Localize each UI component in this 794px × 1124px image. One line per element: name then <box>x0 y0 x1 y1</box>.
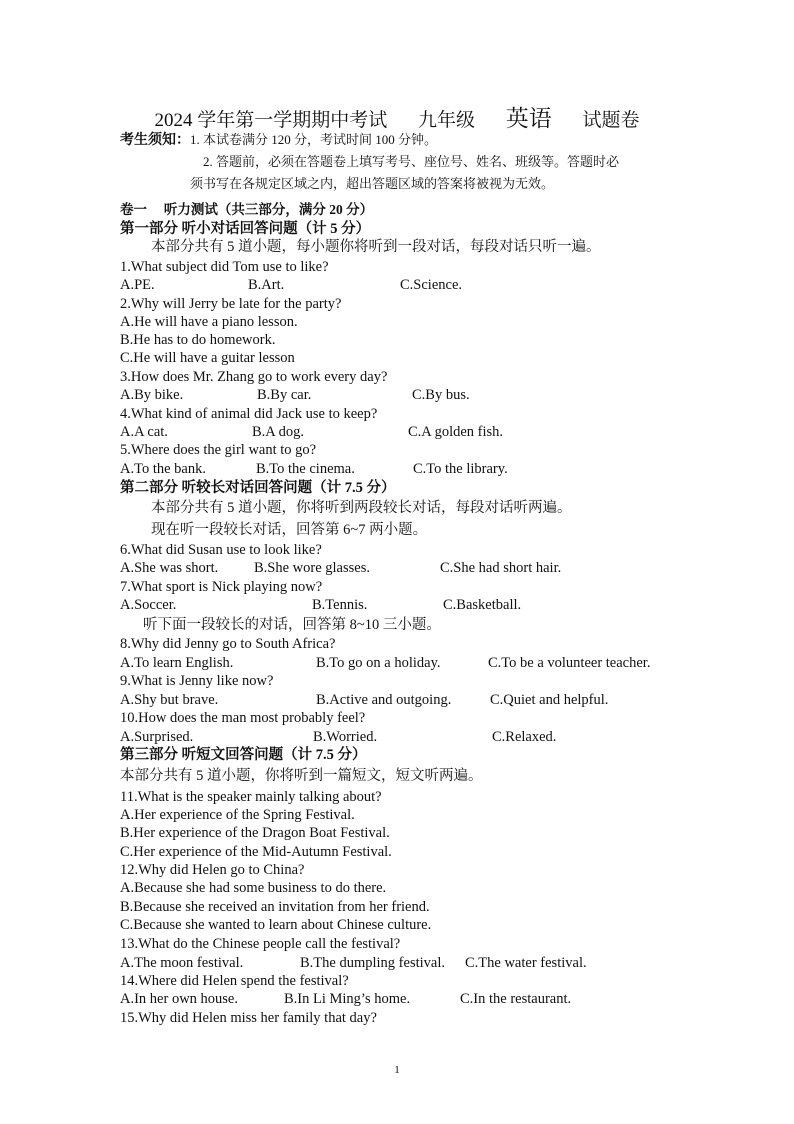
title-subject: 英语 <box>505 106 552 131</box>
notice-item-2a: 2. 答题前，必须在答题卷上填写考号、座位号、姓名、班级等。答题时必 <box>203 154 620 169</box>
q1-stem: 1.What subject did Tom use to like? <box>120 259 329 275</box>
notice-item-1: 1. 本试卷满分 120 分，考试时间 100 分钟。 <box>190 132 438 147</box>
q11-option-a: A.Her experience of the Spring Festival. <box>120 807 355 823</box>
q10-option-c: C.Relaxed. <box>492 729 557 745</box>
q3-option-a: A.By bike. <box>120 387 184 403</box>
q4-stem: 4.What kind of animal did Jack use to keep? <box>120 406 378 422</box>
q14-option-b: B.In Li Ming’s home. <box>284 991 411 1007</box>
q9-option-c: C.Quiet and helpful. <box>490 692 609 708</box>
part1-intro: 本部分共有 5 道小题，每小题你将听到一段对话，每段对话只听一遍。 <box>151 239 601 255</box>
q13-option-c: C.The water festival. <box>465 955 587 971</box>
q15-stem: 15.Why did Helen miss her family that day? <box>120 1010 377 1026</box>
q13-option-a: A.The moon festival. <box>120 955 244 971</box>
q9-option-a: A.Shy but brave. <box>120 692 219 708</box>
q5-option-b: B.To the cinema. <box>256 461 355 477</box>
q10-option-a: A.Surprised. <box>120 729 194 745</box>
q12-option-c: C.Because she wanted to learn about Chinese culture. <box>120 917 432 933</box>
q7-stem: 7.What sport is Nick playing now? <box>120 579 323 595</box>
part2-intro-3: 听下面一段较长的对话，回答第 8~10 三小题。 <box>143 617 441 633</box>
q12-option-a: A.Because she had some business to do there. <box>120 880 387 896</box>
q4-option-b: B.A dog. <box>252 424 304 440</box>
q4-option-a: A.A cat. <box>120 424 168 440</box>
q11-option-c: C.Her experience of the Mid-Autumn Festival. <box>120 844 392 860</box>
page-number: 1 <box>394 1064 400 1076</box>
q11-stem: 11.What is the speaker mainly talking about? <box>120 789 382 805</box>
q6-option-b: B.She wore glasses. <box>254 560 370 576</box>
q2-option-a: A.He will have a piano lesson. <box>120 314 298 330</box>
title-grade: 九年级 <box>417 110 475 131</box>
q7-option-a: A.Soccer. <box>120 597 177 613</box>
q12-option-b: B.Because she received an invitation from her friend. <box>120 899 430 915</box>
q14-stem: 14.Where did Helen spend the festival? <box>120 973 349 989</box>
part2-intro: 本部分共有 5 道小题，你将听到两段较长对话，每段对话听两遍。 <box>151 500 572 516</box>
q3-option-b: B.By car. <box>257 387 312 403</box>
q12-stem: 12.Why did Helen go to China? <box>120 862 305 878</box>
q6-option-a: A.She was short. <box>120 560 219 576</box>
q8-option-a: A.To learn English. <box>120 655 234 671</box>
q3-option-c: C.By bus. <box>412 387 470 403</box>
q6-option-c: C.She had short hair. <box>440 560 562 576</box>
q1-option-c: C.Science. <box>400 277 463 293</box>
q10-stem: 10.How does the man most probably feel? <box>120 710 366 726</box>
q8-option-c: C.To be a volunteer teacher. <box>488 655 651 671</box>
q2-stem: 2.Why will Jerry be late for the party? <box>120 296 342 312</box>
notice-label: 考生须知： <box>120 133 190 148</box>
q6-stem: 6.What did Susan use to look like? <box>120 542 322 558</box>
q2-option-b: B.He has to do homework. <box>120 332 276 348</box>
q11-option-b: B.Her experience of the Dragon Boat Festival. <box>120 825 390 841</box>
q1-option-a: A.PE. <box>120 277 155 293</box>
title-main: 2024 学年第一学期期中考试 <box>154 110 388 131</box>
q8-option-b: B.To go on a holiday. <box>316 655 441 671</box>
q1-option-b: B.Art. <box>248 277 285 293</box>
q4-option-c: C.A golden fish. <box>408 424 504 440</box>
q2-option-c: C.He will have a guitar lesson <box>120 350 295 366</box>
title-type: 试题卷 <box>582 110 640 131</box>
q9-option-b: B.Active and outgoing. <box>316 692 452 708</box>
volume-heading: 卷一 听力测试（共三部分，满分 20 分） <box>120 202 374 217</box>
part2-heading: 第二部分 听较长对话回答问题（计 7.5 分） <box>120 480 396 496</box>
q9-stem: 9.What is Jenny like now? <box>120 673 274 689</box>
notice-item-2b: 须书写在各规定区域之内，超出答题区域的答案将被视为无效。 <box>190 176 555 191</box>
q7-option-c: C.Basketball. <box>443 597 522 613</box>
q14-option-a: A.In her own house. <box>120 991 238 1007</box>
q10-option-b: B.Worried. <box>313 729 378 745</box>
q7-option-b: B.Tennis. <box>312 597 368 613</box>
part3-heading: 第三部分 听短文回答问题（计 7.5 分） <box>120 747 367 763</box>
q5-option-a: A.To the bank. <box>120 461 206 477</box>
exam-title <box>0 100 794 133</box>
q5-stem: 5.Where does the girl want to go? <box>120 442 317 458</box>
q13-option-b: B.The dumpling festival. <box>300 955 445 971</box>
q13-stem: 13.What do the Chinese people call the festival? <box>120 936 401 952</box>
part2-intro-2: 现在听一段较长对话，回答第 6~7 两小题。 <box>151 522 428 538</box>
part3-intro: 本部分共有 5 道小题，你将听到一篇短文，短文听两遍。 <box>120 768 483 784</box>
q3-stem: 3.How does Mr. Zhang go to work every day? <box>120 369 388 385</box>
q14-option-c: C.In the restaurant. <box>460 991 572 1007</box>
notice-line-1 <box>120 130 437 151</box>
q8-stem: 8.Why did Jenny go to South Africa? <box>120 636 336 652</box>
part1-heading: 第一部分 听小对话回答问题（计 5 分） <box>120 221 371 237</box>
q5-option-c: C.To the library. <box>413 461 508 477</box>
